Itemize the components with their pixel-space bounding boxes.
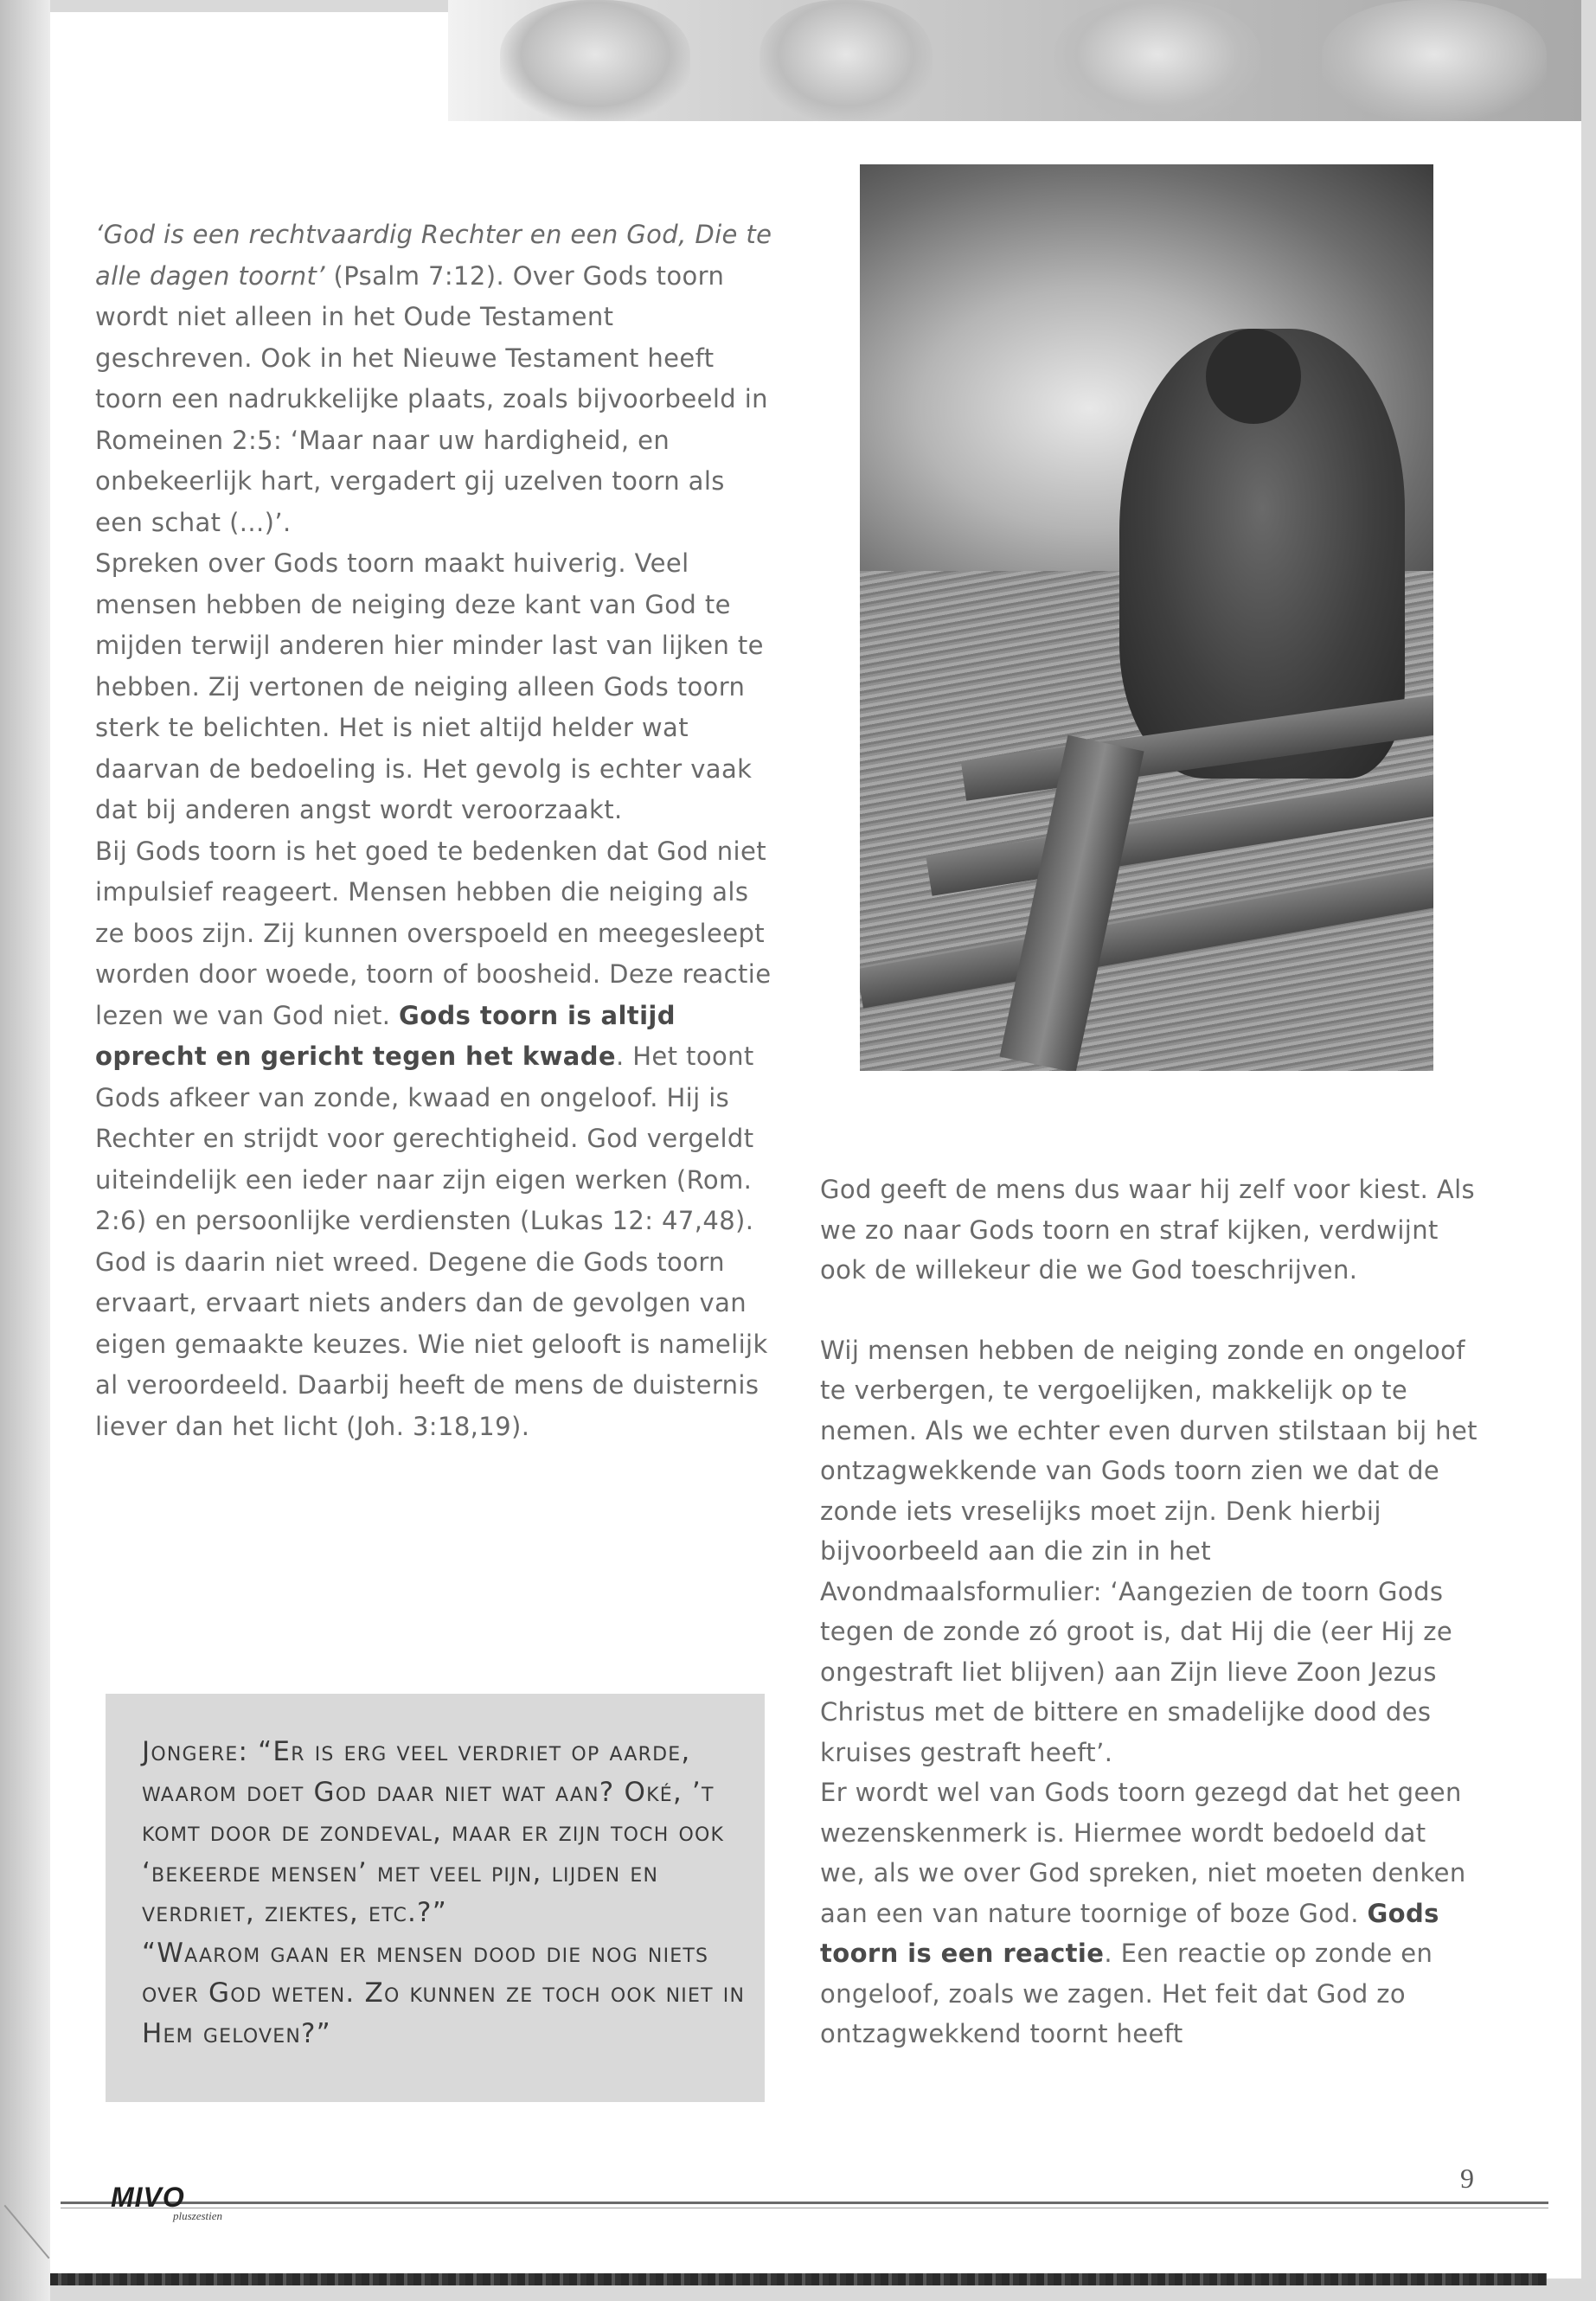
youth-question-box: [106, 1694, 765, 2102]
page-number: 9: [1460, 2163, 1474, 2194]
paragraph: [820, 1772, 1477, 2054]
right-column-text: [820, 1170, 1477, 2054]
paragraph-text: Bij Gods toorn is het goed te bedenken dat God niet impulsief reageert. Mensen hebben die neiging als ze boos zijn. Zij kunnen overspoeld en meegesleept worden door woede, toorn of boosheid. Deze reactie lezen we van God niet.: [95, 836, 772, 1030]
question-1: Jongere: “Er is erg veel verdriet op aarde, waarom doet God daar niet wat aan? Oké, ’t komt door de zondeval, maar er zijn toch ook ‘bekeerde mensen’ met veel pijn, lijden en verdriet, ziektes, etc.?”: [142, 1736, 725, 1928]
header-photo-strip: [448, 0, 1581, 121]
header-face-image: [1054, 0, 1261, 121]
header-face-image: [500, 0, 690, 121]
psalm-quote: ‘God is een rechtvaardig Rechter en een God, Die te alle dagen toornt’: [95, 220, 772, 291]
paragraph: [95, 831, 779, 1448]
left-column-text: [95, 215, 779, 1447]
magazine-logo: MIVO: [111, 2182, 185, 2213]
page-edge-shadow: [0, 0, 50, 2301]
bold-statement: Gods toorn is een reactie: [820, 1898, 1439, 1968]
question-2: “Waarom gaan er mensen dood die nog niets over God weten. Zo kunnen ze toch ook niet in Hem geloven?”: [142, 1937, 746, 2049]
bench-photo: [860, 164, 1433, 1071]
bold-statement: Gods toorn is altijd oprecht en gericht tegen het kwade: [95, 1000, 676, 1071]
paragraph: [95, 215, 779, 543]
photo-head: [1206, 329, 1301, 424]
paragraph: Spreken over Gods toorn maakt huiverig. Veel mensen hebben de neiging deze kant van God te mijden terwijl anderen hier minder last van lijken te hebben. Zij vertonen de neiging alleen Gods toorn sterk te belichten. Het is niet altijd helder wat daarvan de bedoeling is. Het gevolg is echter vaak dat bij anderen angst wordt veroorzaakt.: [95, 548, 764, 824]
paragraph-text: Er wordt wel van Gods toorn gezegd dat het geen wezenskenmerk is. Hiermee wordt bedoeld dat we, als we over God spreken, niet moeten denken aan een van nature toornige of boze God.: [820, 1778, 1466, 1928]
youth-question-text: [142, 1732, 747, 2054]
paragraph: God geeft de mens dus waar hij zelf voor kiest. Als we zo naar Gods toorn en straf kijken, verdwijnt ook de willekeur die we God toeschrijven.: [820, 1175, 1476, 1285]
header-face-image: [1322, 0, 1547, 121]
paragraph: Wij mensen hebben de neiging zonde en ongeloof te verbergen, te vergoelijken, makkelijk op te nemen. Als we echter even durven stilstaan bij het ontzagwekkende van Gods toorn zien we dat de zonde iets vreselijks moet zijn. Denk hierbij bijvoorbeeld aan die zin in het Avondmaalsformulier: ‘Aangezien de toorn Gods tegen de zonde zó groot is, dat Hij die (eer Hij ze ongestraft liet blijven) aan Zijn lieve Zoon Jezus Christus met de bittere en smadelijke dood des kruises gestraft heeft’.: [820, 1335, 1477, 1767]
header-face-image: [760, 0, 933, 121]
paragraph-text: . Het toont Gods afkeer van zonde, kwaad en ongeloof. Hij is Rechter en strijdt voor gerechtigheid. God vergeldt uiteindelijk een ieder naar zijn eigen werken (Rom. 2:6) en persoonlijke verdiensten (Lukas 12: 47,48). God is daarin niet wreed. Degene die Gods toorn ervaart, ervaart niets anders dan de gevolgen van eigen gemaakte keuzes. Wie niet gelooft is namelijk al veroordeeld. Daarbij heeft de mens de duisternis liever dan het licht (Joh. 3:18,19).: [95, 1042, 768, 1441]
paragraph-text: (Psalm 7:12). Over Gods toorn wordt niet alleen in het Oude Testament geschreven. Ook in het Nieuwe Testament heeft toorn een nadrukkelijke plaats, zoals bijvoorbeeld in Romeinen 2:5: ‘Maar naar uw hardigheid, en onbekeerlijk hart, vergadert gij uzelven toorn als een schat (...)’.: [95, 260, 768, 537]
footer-rule: [61, 2202, 1548, 2204]
paragraph-gap: [820, 1291, 1477, 1330]
scan-edge-strip: [50, 2273, 1547, 2285]
magazine-logo-subtitle: pluszestien: [173, 2209, 223, 2222]
paragraph-text: . Een reactie op zonde en ongeloof, zoals we zagen. Het feit dat God zo ontzagwekkend toornt heeft: [820, 1939, 1433, 2048]
